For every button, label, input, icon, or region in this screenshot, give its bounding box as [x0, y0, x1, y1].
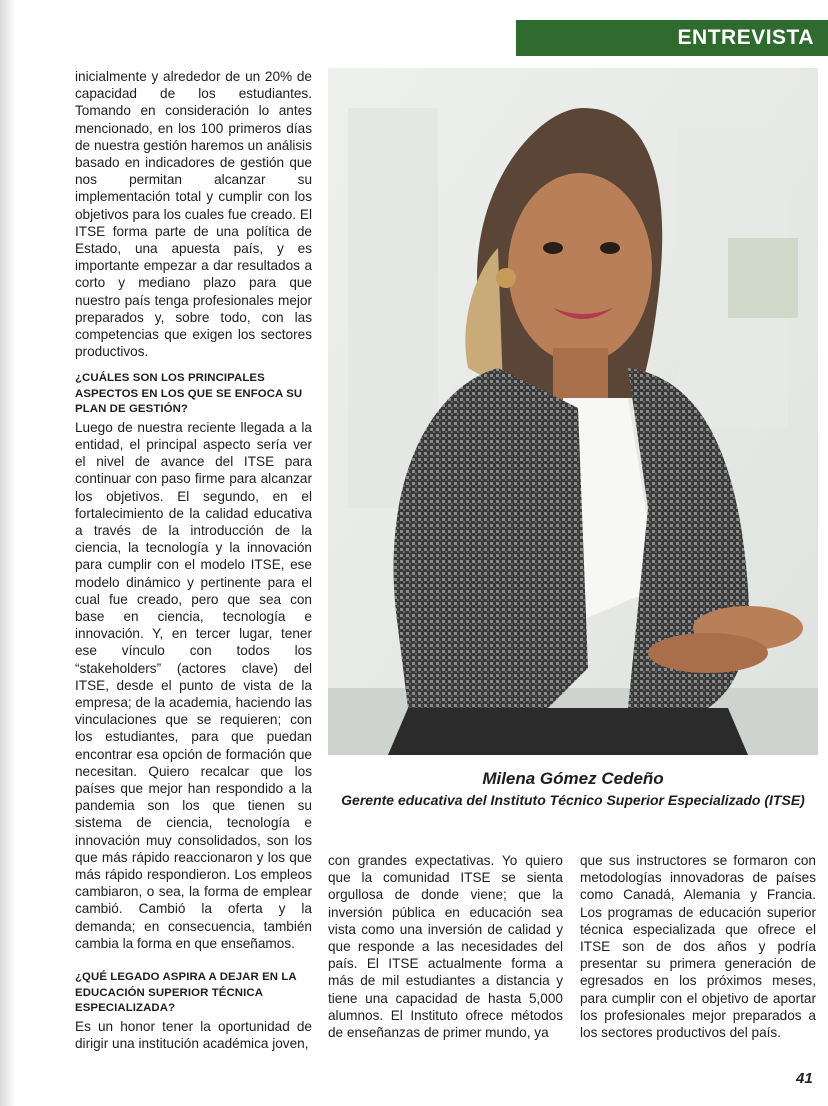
portrait-photo: [328, 68, 818, 755]
question-heading-1: ¿CUÁLES SON LOS PRINCIPALES ASPECTOS EN LOS QUE SE ENFOCA SU PLAN DE GESTIÓN?: [75, 372, 303, 416]
text-column-left-bottom: [75, 371, 312, 1052]
question-heading-2: ¿QUÉ LEGADO ASPIRA A DEJAR EN LA EDUCACIÓN SUPERIOR TÉCNICA ESPECIALIZADA?: [75, 971, 297, 1015]
body-paragraph: que sus instructores se formaron con metodologías innovadoras de países como Canadá, Alemania y Francia. Los programas de educación superior técnica especializada que ofrece el ITSE son de dos años y podría presentar su primera generación de egresados en los próximos meses, para cumplir con el objetivo de aportar los profesionales mejor preparados a los sectores productivos del país.: [580, 853, 816, 1041]
page-spine-shadow: [0, 0, 16, 1106]
section-tag: [516, 20, 828, 56]
section-tag-label: ENTREVISTA: [677, 26, 814, 49]
caption-role: Gerente educativa del Instituto Técnico Superior Especializado (ITSE): [341, 792, 805, 808]
caption-name: Milena Gómez Cedeño: [482, 769, 664, 788]
answer-paragraph-2: Es un honor tener la oportunidad de dirigir una institución académica joven,: [75, 1018, 312, 1052]
photo-caption: [328, 768, 818, 810]
text-column-middle: [328, 852, 563, 1041]
page-number: 41: [796, 1070, 813, 1087]
portrait-illustration: [328, 68, 818, 755]
body-paragraph: inicialmente y alrededor de un 20% de capacidad de los estudiantes. Tomando en consideración lo antes mencionado, en los 100 primeros días de nuestra gestión haremos un análisis basado en indicadores de gestión que nos permitan alcanzar su implementación total y cumplir con los objetivos para los cuales fue creado. El ITSE forma parte de una política de Estado, una apuesta país, y es importante empezar a dar resultados a corto y mediano plazo para que nuestro país tenga profesionales mejor preparados y, sobre todo, con las competencias que exigen los sectores productivos.: [75, 69, 312, 360]
text-column-left-top: [75, 68, 312, 360]
answer-paragraph-1: Luego de nuestra reciente llegada a la entidad, el principal aspecto sería ver el nivel de avance del ITSE para continuar con paso firme para alcanzar los objetivos. El segundo, en el fortalecimiento de la calidad educativa a través de la introducción de la ciencia, la tecnología y la innovación para cumplir con el modelo ITSE, ese modelo dinámico y pertinente para el cual fue creado, pero que sea con base en ciencia, tecnología e innovación. Y, en tercer lugar, tener ese vínculo con todos los “stakeholders” (actores clave) del ITSE, desde el punto de vista de la empresa; de la academia, haciendo las vinculaciones que se requieren; con los estudiantes, para que puedan encontrar esa opción de formación que necesitan. Quiero recalcar que los países que mejor han respondido a la pandemia son los que tienen su sistema de ciencia, tecnología e innovación muy consolidados, son los que más rápido reaccionaron y los que más rápido respondieron. Los empleos cambiaron, o sea, la forma de emplear cambió. Cambió la oferta y la demanda; en consecuencia, también cambia la forma en que enseñamos.: [75, 419, 312, 951]
text-column-right: [580, 852, 816, 1041]
body-paragraph: con grandes expectativas. Yo quiero que la comunidad ITSE se sienta orgullosa de donde viene; que la inversión pública en educación sea vista como una inversión de calidad y que responde a las necesidades del país. El ITSE actualmente forma a más de mil estudiantes a distancia y tiene una capacidad de hasta 5,000 alumnos. El Instituto ofrece métodos de enseñanzas de primer mundo, ya: [328, 853, 563, 1041]
